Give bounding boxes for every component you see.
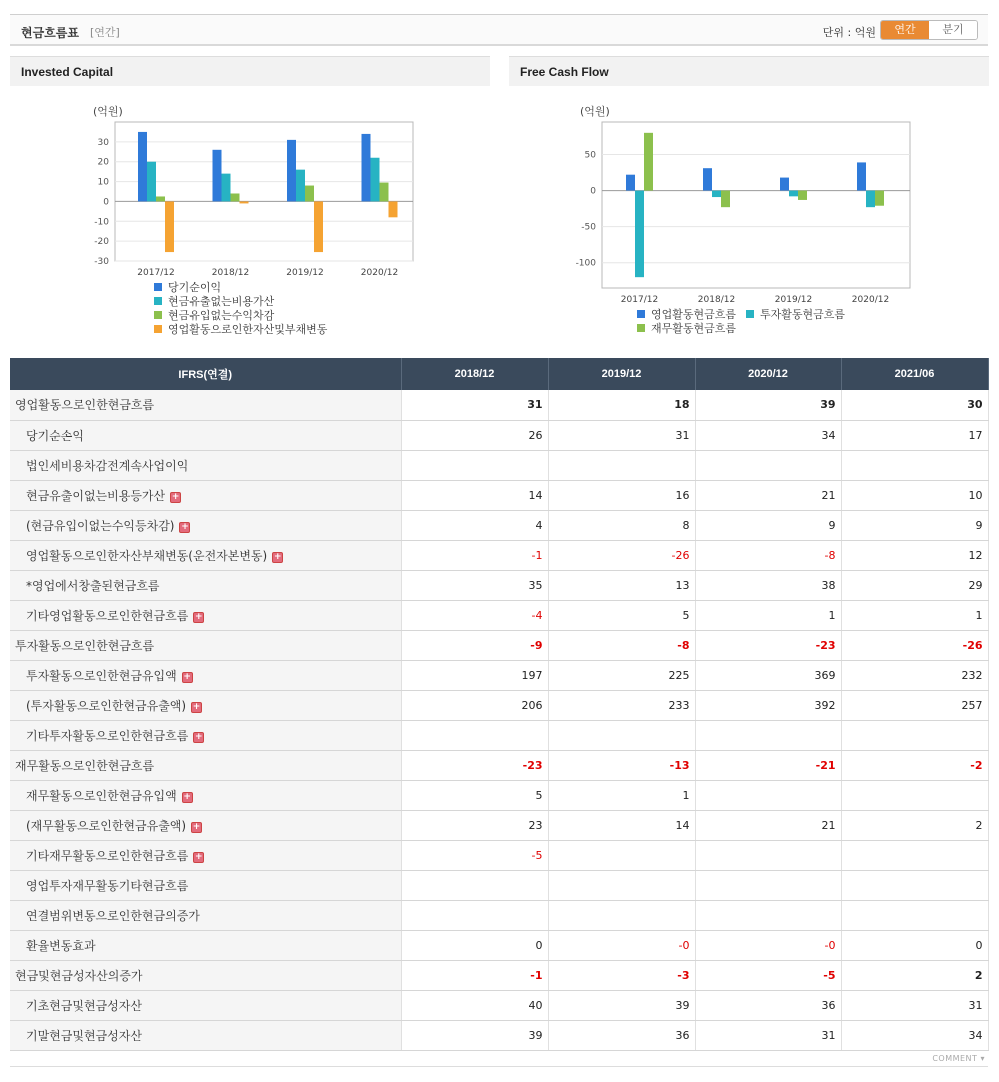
value-cell (548, 720, 695, 750)
expand-plus-icon[interactable]: + (273, 551, 282, 562)
row-label: 재무활동으로인한현금흐름 (15, 758, 155, 773)
value-cell (841, 870, 988, 900)
value-cell: -8 (695, 540, 841, 570)
table-row (10, 540, 988, 570)
table-row (10, 420, 988, 450)
row-label: (투자활동으로인한현금유출액) (26, 698, 187, 713)
y-tick-label: 0 (103, 197, 109, 208)
value-cell: 392 (695, 690, 841, 720)
row-label-cell (10, 420, 401, 450)
bar (287, 140, 296, 202)
quarter-tab[interactable]: 분기 (929, 21, 977, 39)
expand-plus-icon[interactable]: + (195, 611, 203, 622)
table-row (10, 720, 988, 750)
value-cell (841, 450, 988, 480)
y-tick-label: 30 (97, 137, 109, 148)
value-cell: -23 (401, 750, 548, 780)
row-label: 현금및현금성자산의증가 (15, 968, 143, 983)
y-tick-label: 50 (584, 150, 596, 161)
value-cell: 39 (695, 390, 841, 420)
period-toggle (880, 20, 978, 40)
x-tick-label: 2020/12 (851, 295, 890, 305)
expand-plus-icon[interactable]: + (183, 791, 191, 802)
y-tick-label: -30 (94, 257, 109, 267)
row-label: 투자활동으로인한현금유입액 (26, 668, 177, 683)
value-cell: 21 (695, 810, 841, 840)
row-label-cell (10, 840, 401, 870)
bar (789, 191, 798, 197)
value-cell: 29 (841, 570, 988, 600)
row-label-cell (10, 510, 401, 540)
row-label-cell (10, 600, 401, 630)
value-cell: 257 (841, 690, 988, 720)
value-cell: 0 (841, 930, 988, 960)
value-cell: -21 (695, 750, 841, 780)
row-label: 당기순손익 (26, 428, 84, 443)
bar (314, 201, 323, 252)
table-row (10, 930, 988, 960)
value-cell (401, 720, 548, 750)
legend-swatch (637, 324, 645, 332)
statement-header (10, 14, 988, 46)
table-row (10, 600, 988, 630)
row-label-cell (10, 450, 401, 480)
value-cell: 197 (401, 660, 548, 690)
column-header: 2019/12 (548, 358, 695, 390)
value-cell: -0 (548, 930, 695, 960)
table-row (10, 450, 988, 480)
bar (380, 183, 389, 202)
value-cell: 31 (841, 990, 988, 1020)
value-cell: 1 (695, 600, 841, 630)
value-cell (548, 450, 695, 480)
bar (389, 201, 398, 217)
row-label-cell (10, 900, 401, 930)
bar (626, 175, 635, 191)
value-cell: -1 (401, 540, 548, 570)
value-cell (695, 870, 841, 900)
table-row (10, 990, 988, 1020)
value-cell: -0 (695, 930, 841, 960)
divider (10, 1066, 988, 1067)
value-cell: 36 (695, 990, 841, 1020)
table-row (10, 480, 988, 510)
table-header-row (10, 358, 988, 390)
row-label: 기타투자활동으로인한현금흐름 (26, 728, 189, 743)
value-cell: 232 (841, 660, 988, 690)
row-label: 환율변동효과 (26, 938, 96, 953)
value-cell: 35 (401, 570, 548, 600)
legend-swatch (746, 310, 754, 318)
value-cell (695, 720, 841, 750)
value-cell: 206 (401, 690, 548, 720)
y-tick-label: 10 (97, 177, 109, 188)
value-cell: -5 (695, 960, 841, 990)
row-label-cell (10, 660, 401, 690)
table-row (10, 510, 988, 540)
row-label-cell (10, 750, 401, 780)
table-row (10, 780, 988, 810)
legend-label: 현금유출없는비용가산 (168, 295, 275, 308)
row-label: 기말현금및현금성자산 (26, 1028, 142, 1043)
bar (156, 196, 165, 201)
legend-label: 현금유입없는수익차감 (168, 309, 275, 322)
row-label: (현금유입이없는수익등차감) (26, 518, 175, 533)
value-cell: -9 (401, 630, 548, 660)
bar (721, 191, 730, 208)
y-tick-label: -50 (581, 222, 596, 233)
expand-plus-icon[interactable]: + (192, 701, 201, 712)
bar (875, 191, 884, 206)
legend-swatch (154, 297, 162, 305)
free-cash-flow-chart (509, 56, 989, 356)
y-tick-label: 0 (590, 186, 596, 197)
value-cell: 31 (695, 1020, 841, 1050)
statement-title: 현금흐름표 (21, 26, 79, 40)
period-tag: [연간] (90, 26, 120, 39)
row-label-cell (10, 780, 401, 810)
chart-title: Invested Capital (10, 56, 490, 86)
row-label-cell (10, 720, 401, 750)
row-label-cell (10, 960, 401, 990)
row-label-cell (10, 690, 401, 720)
legend-label: 당기순이익 (168, 281, 222, 294)
value-cell: -1 (401, 960, 548, 990)
x-tick-label: 2018/12 (211, 268, 250, 278)
bar (780, 178, 789, 191)
value-cell: 40 (401, 990, 548, 1020)
value-cell: -5 (401, 840, 548, 870)
row-label: 재무활동으로인한현금유입액 (26, 788, 177, 803)
bar (240, 201, 249, 203)
row-label: 투자활동으로인한현금흐름 (15, 638, 155, 653)
x-tick-label: 2018/12 (697, 295, 736, 305)
legend-swatch (154, 283, 162, 291)
value-cell (841, 840, 988, 870)
value-cell (695, 840, 841, 870)
expand-plus-icon[interactable]: + (195, 851, 203, 862)
value-cell (695, 450, 841, 480)
row-label: 영업활동으로인한현금흐름 (15, 398, 155, 413)
value-cell: 36 (548, 1020, 695, 1050)
row-label: (재무활동으로인한현금유출액) (26, 818, 187, 833)
value-cell: -26 (841, 630, 988, 660)
table-row (10, 390, 988, 420)
legend-swatch (154, 311, 162, 319)
row-label-cell (10, 1020, 401, 1050)
expand-plus-icon[interactable]: + (183, 671, 191, 682)
table-row (10, 660, 988, 690)
value-cell: 225 (548, 660, 695, 690)
column-header: 2020/12 (695, 358, 841, 390)
value-cell: 5 (401, 780, 548, 810)
row-label: 기타영업활동으로인한현금흐름 (26, 608, 189, 623)
y-tick-label: 20 (97, 157, 109, 168)
value-cell (548, 870, 695, 900)
bar (222, 174, 231, 202)
value-cell: 12 (841, 540, 988, 570)
value-cell: -4 (401, 600, 548, 630)
value-cell: 5 (548, 600, 695, 630)
value-cell: 21 (695, 480, 841, 510)
table-row (10, 840, 988, 870)
value-cell: 9 (841, 510, 988, 540)
bar (798, 191, 807, 200)
bar (371, 158, 380, 202)
table-row (10, 630, 988, 660)
value-cell (841, 900, 988, 930)
table-row (10, 1020, 988, 1050)
x-tick-label: 2020/12 (360, 268, 399, 278)
legend-label: 영업활동으로인한자산및부채변동 (168, 323, 328, 336)
free-cash-flow-svg (509, 86, 989, 356)
value-cell: 38 (695, 570, 841, 600)
value-cell (841, 720, 988, 750)
table-header-label: IFRS(연결) (10, 358, 401, 390)
row-label: *영업에서창출된현금흐름 (26, 578, 160, 593)
row-label-cell (10, 630, 401, 660)
legend-label: 영업활동현금흐름 (651, 308, 737, 321)
value-cell: 1 (841, 600, 988, 630)
x-tick-label: 2019/12 (286, 268, 324, 278)
y-unit-label: (억원) (580, 105, 610, 118)
row-label-cell (10, 570, 401, 600)
value-cell: 31 (401, 390, 548, 420)
value-cell: 16 (548, 480, 695, 510)
table-row (10, 870, 988, 900)
comment-toggle[interactable]: COMMENT ▾ (932, 1054, 985, 1063)
value-cell: 9 (695, 510, 841, 540)
value-cell: 369 (695, 660, 841, 690)
bar (712, 191, 721, 197)
value-cell (401, 450, 548, 480)
value-cell (401, 900, 548, 930)
comment-label: COMMENT (932, 1054, 978, 1063)
x-tick-label: 2019/12 (774, 295, 813, 305)
value-cell: 10 (841, 480, 988, 510)
x-tick-label: 2017/12 (137, 268, 175, 278)
table-row (10, 900, 988, 930)
legend-label: 재무활동현금흐름 (651, 322, 737, 335)
bar (296, 170, 305, 202)
value-cell: 18 (548, 390, 695, 420)
bar (165, 201, 174, 252)
chart-title: Free Cash Flow (509, 56, 989, 86)
bar (644, 133, 653, 191)
value-cell: 17 (841, 420, 988, 450)
column-header: 2021/06 (841, 358, 988, 390)
row-label: 기타재무활동으로인한현금흐름 (26, 848, 189, 863)
row-label-cell (10, 810, 401, 840)
row-label: 현금유출이없는비용등가산 (26, 488, 166, 503)
row-label-cell (10, 930, 401, 960)
row-label-cell (10, 540, 401, 570)
value-cell: 31 (548, 420, 695, 450)
value-cell (548, 900, 695, 930)
bar (231, 193, 240, 201)
row-label-cell (10, 990, 401, 1020)
legend-swatch (637, 310, 645, 318)
value-cell (695, 780, 841, 810)
table-row (10, 810, 988, 840)
y-tick-label: -20 (94, 237, 109, 248)
bar (147, 162, 156, 202)
expand-plus-icon[interactable]: + (195, 731, 203, 742)
value-cell: 23 (401, 810, 548, 840)
value-cell: 8 (548, 510, 695, 540)
invested-capital-chart (10, 56, 490, 356)
y-tick-label: -10 (94, 217, 109, 228)
expand-plus-icon[interactable]: + (181, 521, 189, 532)
table-row (10, 960, 988, 990)
row-label: 법인세비용차감전계속사업이익 (26, 458, 189, 473)
value-cell (695, 900, 841, 930)
x-tick-label: 2017/12 (620, 295, 659, 305)
bar (703, 168, 712, 190)
value-cell (401, 870, 548, 900)
value-cell: -13 (548, 750, 695, 780)
value-cell: 2 (841, 960, 988, 990)
value-cell: -3 (548, 960, 695, 990)
value-cell: 34 (695, 420, 841, 450)
value-cell: 34 (841, 1020, 988, 1050)
value-cell: 233 (548, 690, 695, 720)
row-label: 영업활동으로인한자산부채변동(운전자본변동) (26, 548, 268, 563)
annual-tab[interactable]: 연간 (881, 21, 929, 39)
value-cell: -2 (841, 750, 988, 780)
cash-flow-table (10, 358, 989, 1051)
column-header: 2018/12 (401, 358, 548, 390)
bar (362, 134, 371, 202)
value-cell: 4 (401, 510, 548, 540)
value-cell: 1 (548, 780, 695, 810)
row-label: 영업투자재무활동기타현금흐름 (26, 878, 189, 893)
value-cell (548, 840, 695, 870)
y-tick-label: -100 (575, 258, 596, 269)
value-cell: 14 (548, 810, 695, 840)
bar (635, 191, 644, 278)
value-cell: -26 (548, 540, 695, 570)
bar (305, 186, 314, 202)
table-row (10, 570, 988, 600)
y-unit-label: (억원) (93, 105, 123, 118)
value-cell (841, 780, 988, 810)
expand-plus-icon[interactable]: + (192, 821, 201, 832)
legend-swatch (154, 325, 162, 333)
value-cell: 13 (548, 570, 695, 600)
table-row (10, 690, 988, 720)
value-cell: -8 (548, 630, 695, 660)
value-cell: 0 (401, 930, 548, 960)
bar (138, 132, 147, 202)
value-cell: 39 (548, 990, 695, 1020)
value-cell: 26 (401, 420, 548, 450)
row-label: 연결범위변동으로인한현금의증가 (26, 908, 200, 923)
bar (866, 191, 875, 208)
legend-label: 투자활동현금흐름 (760, 308, 846, 321)
expand-plus-icon[interactable]: + (171, 491, 180, 502)
row-label-cell (10, 480, 401, 510)
bar (857, 162, 866, 190)
row-label-cell (10, 870, 401, 900)
value-cell: 2 (841, 810, 988, 840)
table-row (10, 750, 988, 780)
value-cell: 30 (841, 390, 988, 420)
value-cell: 14 (401, 480, 548, 510)
unit-label: 단위 : 억원 (822, 26, 876, 39)
bar (213, 150, 222, 202)
invested-capital-svg (10, 86, 490, 356)
row-label-cell (10, 390, 401, 420)
value-cell: -23 (695, 630, 841, 660)
row-label: 기초현금및현금성자산 (26, 998, 142, 1013)
value-cell: 39 (401, 1020, 548, 1050)
